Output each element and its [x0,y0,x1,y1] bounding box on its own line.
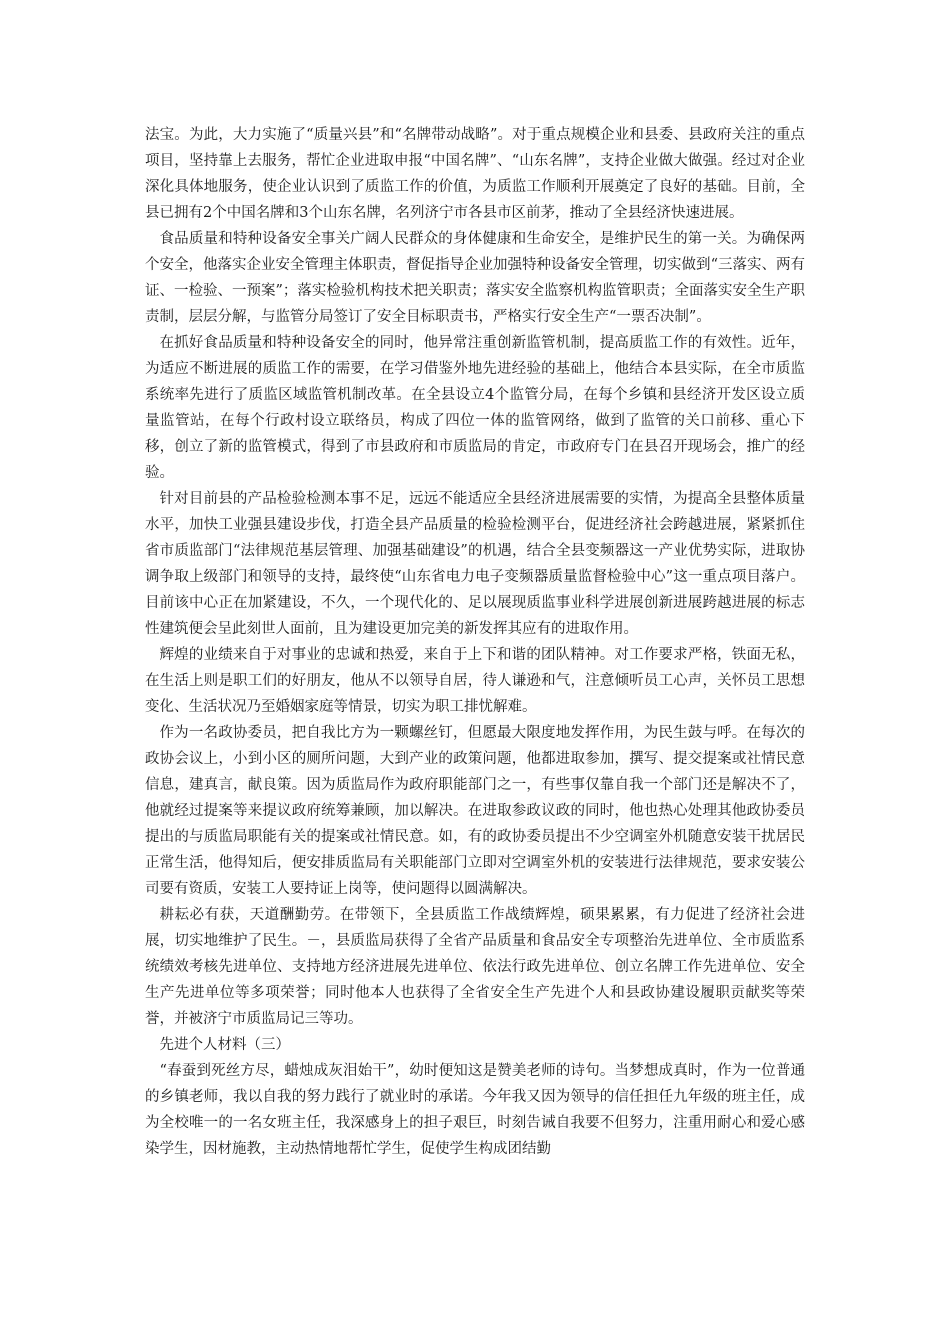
paragraph-6: 作为一名政协委员，把自我比方为一颗螺丝钉，但愿最大限度地发挥作用，为民生鼓与呼。在每次的政协会议上，小到小区的厕所问题，大到产业的政策问题，他都进取参加，撰写、提交提案或社情民意信息，建真言，献良策。因为质监局作为政府职能部门之一，有些事仅靠自我一个部门还是解决不了，他就经过提案等来提议政府统筹兼顾，加以解决。在进取参政议政的同时，他也热心处理其他政协委员提出的与质监局职能有关的提案或社情民意。如，有的政协委员提出不少空调室外机随意安装干扰居民正常生活，他得知后，便安排质监局有关职能部门立即对空调室外机的安装进行法律规范，要求安装公司要有资质，安装工人要持证上岗等，使问题得以圆满解决。 [145,725,805,897]
paragraph-1: 法宝。为此，大力实施了“质量兴县”和“名牌带动战略”。对于重点规模企业和县委、县政府关注的重点项目，坚持靠上去服务，帮忙企业进取申报“中国名牌”、“山东名牌”，支持企业做大做强。经过对企业深化具体地服务，使企业认识到了质监工作的价值，为质监工作顺利开展奠定了良好的基础。目前，全县已拥有2个中国名牌和3个山东名牌，名列济宁市各县市区前茅，推动了全县经济快速进展。 [145,127,805,221]
paragraph-4: 针对目前县的产品检验检测本事不足，远远不能适应全县经济进展需要的实情，为提高全县整体质量水平，加快工业强县建设步伐，打造全县产品质量的检验检测平台，促进经济社会跨越进展，紧紧抓住省市质监部门“法律规范基层管理、加强基础建设”的机遇，结合全县变频器这一产业优势实际，进取协调争取上级部门和领导的支持，最终使“山东省电力电子变频器质量监督检验中心”这一重点项目落户。目前该中心正在加紧建设，不久，一个现代化的、足以展现质监事业科学进展创新进展跨越进展的标志性建筑便会呈此刻世人面前，且为建设更加完美的新发挥其应有的进取作用。 [145,491,805,637]
paragraph-7: 耕耘必有获，天道酬勤劳。在带领下，全县质监工作战绩辉煌，硕果累累，有力促进了经济社会进展，切实地维护了民生。－，县质监局获得了全省产品质量和食品安全专项整治先进单位、全市质监系统绩效考核先进单位、支持地方经济进展先进单位、依法行政先进单位、创立名牌工作先进单位、安全生产先进单位等多项荣誉；同时他本人也获得了全省安全生产先进个人和县政协建设履职贡献奖等荣誉，并被济宁市质监局记三等功。 [145,907,805,1027]
paragraph-8: “春蚕到死丝方尽，蜡烛成灰泪始干”，幼时便知这是赞美老师的诗句。当梦想成真时，作为一位普通的乡镇老师，我以自我的努力践行了就业时的承诺。今年我又因为领导的信任担任九年级的班主任，成为全校唯一的一名女班主任，我深感身上的担子艰巨，时刻告诫自我要不但努力，注重用耐心和爱心感染学生，因材施教，主动热情地帮忙学生，促使学生构成团结勤 [145,1063,805,1157]
paragraph-5: 辉煌的业绩来自于对事业的忠诚和热爱，来自于上下和谐的团队精神。对工作要求严格，铁面无私，在生活上则是职工们的好朋友，他从不以领导自居，待人谦逊和气，注意倾听员工心声，关怀员工思想变化、生活状况乃至婚姻家庭等情景，切实为职工排忧解难。 [145,647,805,715]
document-page [145,122,805,1162]
paragraph-2: 食品质量和特种设备安全事关广阔人民群众的身体健康和生命安全，是维护民生的第一关。为确保两个安全，他落实企业安全管理主体职责，督促指导企业加强特种设备安全管理，切实做到“三落实、两有证、一检验、一预案”；落实检验机构技术把关职责；落实安全监察机构监管职责；全面落实安全生产职责制，层层分解，与监管分局签订了安全目标职责书，严格实行安全生产“一票否决制”。 [145,231,805,325]
section-heading: 先进个人材料（三） [159,1037,290,1053]
paragraph-3: 在抓好食品质量和特种设备安全的同时，他异常注重创新监管机制，提高质监工作的有效性。近年，为适应不断进展的质监工作的需要，在学习借鉴外地先进经验的基础上，他结合本县实际，在全市质监系统率先进行了质监区域监管机制改革。在全县设立4个监管分局，在每个乡镇和县经济开发区设立质量监管站，在每个行政村设立联络员，构成了四位一体的监管网络，做到了监管的关口前移、重心下移，创立了新的监管模式，得到了市县政府和市质监局的肯定，市政府专门在县召开现场会，推广的经验。 [145,335,805,481]
